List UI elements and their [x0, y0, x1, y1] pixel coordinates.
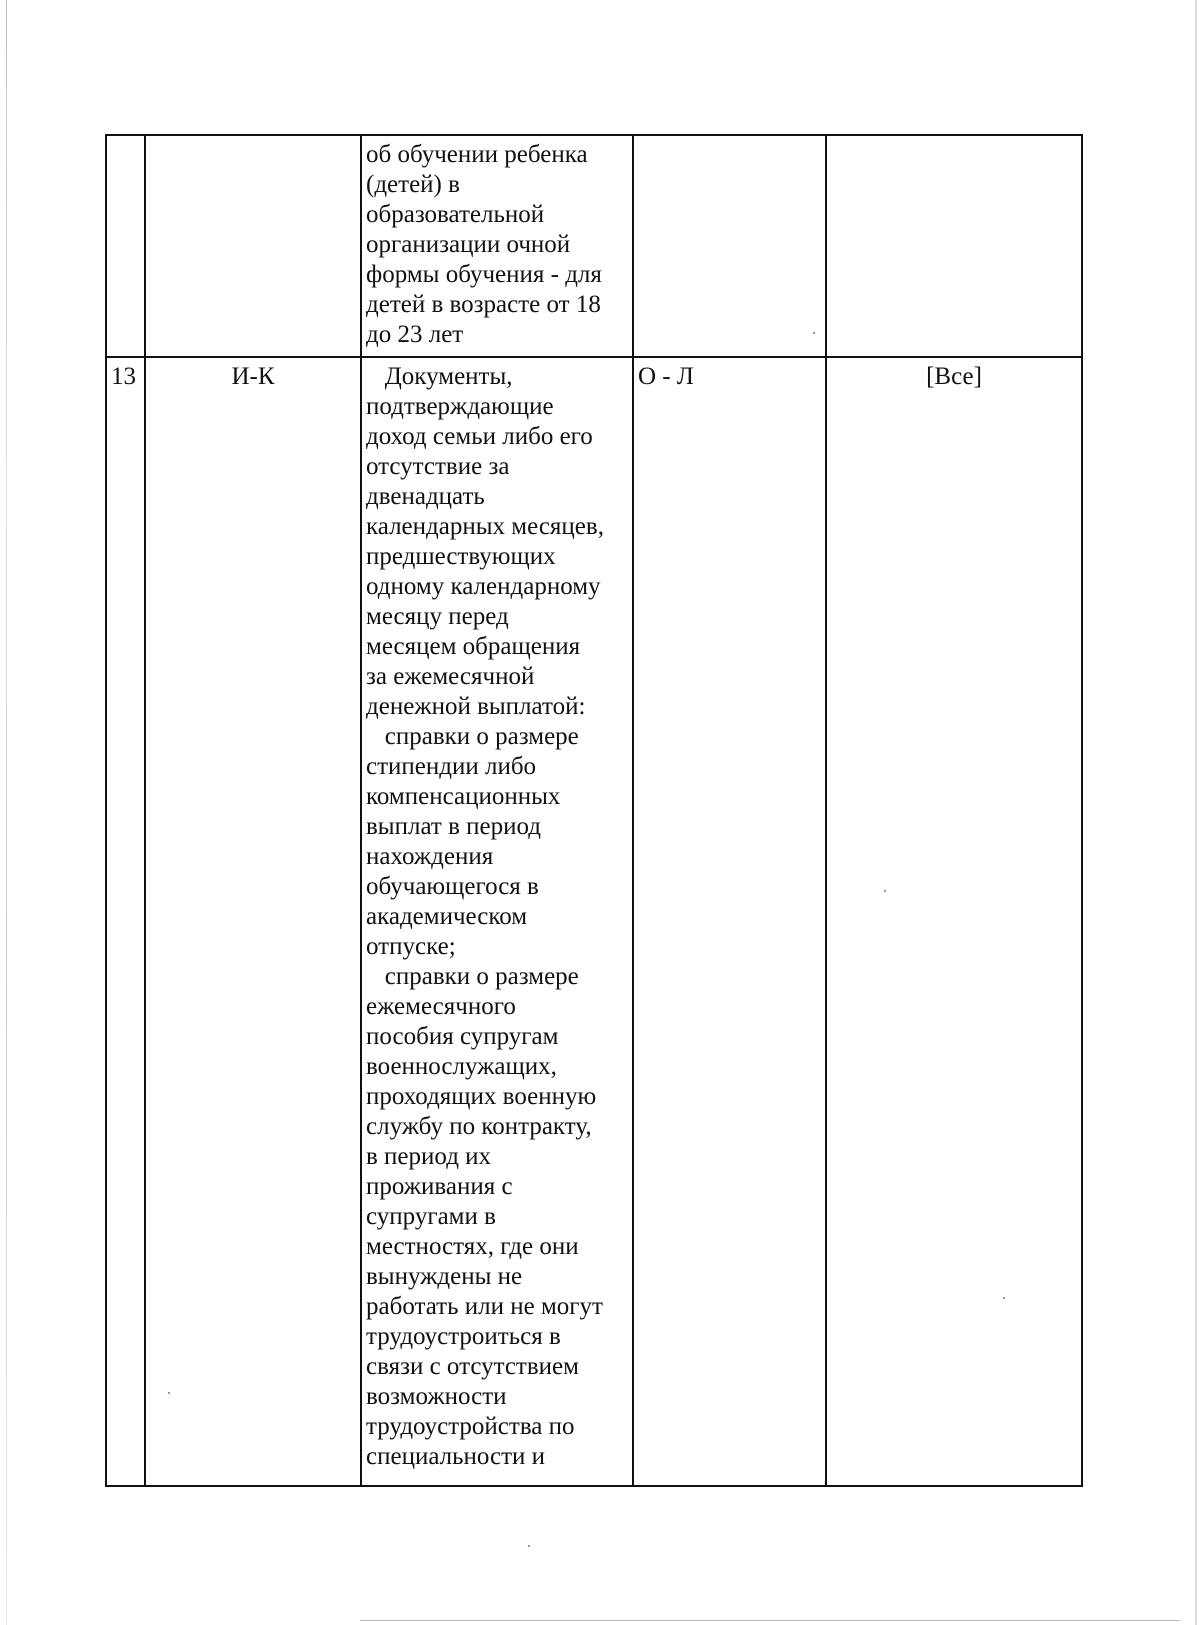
scan-speck	[884, 890, 886, 892]
code-cell	[145, 135, 361, 357]
table-row-continued	[106, 135, 1082, 357]
scan-speck	[1003, 1297, 1005, 1299]
document-table	[105, 134, 1083, 1487]
scan-speck	[528, 1545, 530, 1547]
scan-edge-bottom	[360, 1620, 1180, 1621]
description-cell	[361, 357, 633, 1486]
row-number-cell	[106, 135, 145, 357]
scan-edge-right	[1195, 0, 1197, 1625]
description-text: об обучении ребенка (детей) в образовательной организации очной формы обучения - для детей в возрасте от 18 до 23 лет	[366, 141, 602, 348]
scan-speck	[168, 1392, 170, 1394]
responsible-cell: О - Л	[633, 357, 826, 1486]
applies-to-cell	[826, 135, 1082, 357]
code-cell: И-К	[145, 357, 361, 1486]
description-text: Документы, подтверждающие доход семьи либо его отсутствие за двенадцать календарных месяцев, предшествующих одному календарному месяцу перед месяцем обращения за ежемесячной денежной выплатой: справки о размере стипендии либо компенсационных выплат в период нахождения обучающегося в академическом отпуске; справки о размере ежемесячного пособия супругам военнослужащих, проходящих военную службу по контракту, в период их проживания с супругами в местностях, где они вынуждены не работать или не могут трудоустроиться в связи с отсутствием возможности трудоустройства по специальности и	[366, 363, 604, 1470]
row-number-cell: 13	[106, 357, 145, 1486]
scan-edge-left	[6, 0, 7, 1625]
applies-to-cell: [Все]	[826, 357, 1082, 1486]
description-cell	[361, 135, 633, 357]
responsible-cell	[633, 135, 826, 357]
table-row-13	[106, 357, 1082, 1486]
scan-speck	[813, 332, 815, 334]
